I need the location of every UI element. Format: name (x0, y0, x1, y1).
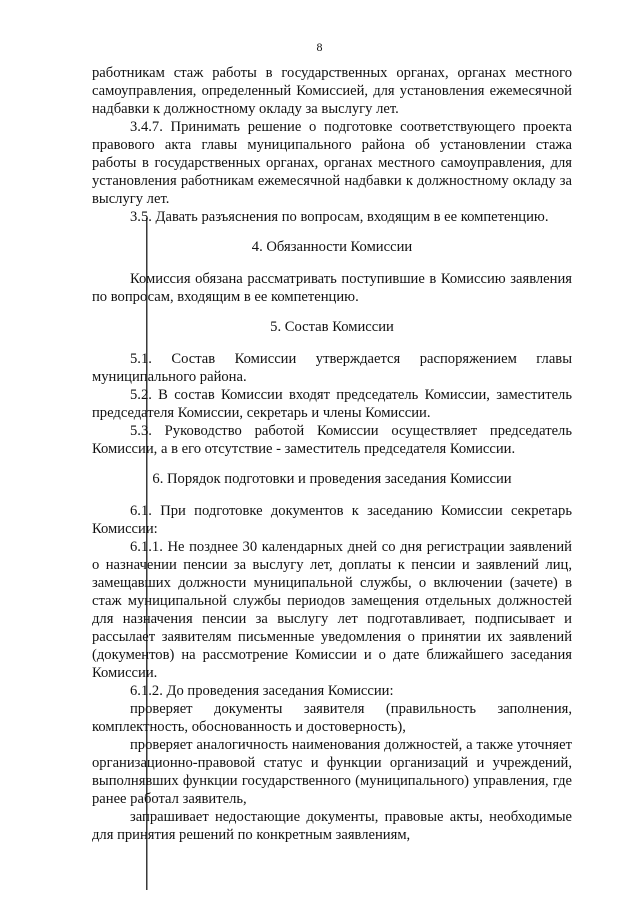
paragraph-4-body: Комиссия обязана рассматривать поступившие в Комиссию заявления по вопросам, входящим в ее компетенцию. (92, 271, 572, 305)
paragraph-3-5: 3.5. Давать разъяснения по вопросам, входящим в ее компетенцию. (130, 209, 549, 225)
paragraph-6-1-1: 6.1.1. Не позднее 30 календарных дней со дня регистрации заявлений о назначении пенсии за выслугу лет, доплаты к пенсии и заявлений лиц, замещавших должности муниципальной службы, о включении (зачете) в стаж муниципальной службы периодов замещения отдельных должностей для назначения пенсии за выслугу лет подготавливает, подписывает и рассылает заявителям письменные уведомления о принятии их заявлений (документов) на рассмотрение Комиссии и о дате ближайшего заседания Комиссии. (92, 539, 572, 681)
paragraph-check-documents: проверяет документы заявителя (правильность заполнения, комплектность, обоснованность и достоверность), (92, 701, 572, 735)
paragraph-6-1: 6.1. При подготовке документов к заседанию Комиссии секретарь Комиссии: (92, 503, 572, 537)
paragraph-6-1-2: 6.1.2. До проведения заседания Комиссии: (130, 683, 394, 699)
paragraph-continuation: работникам стаж работы в государственных органах, органах местного самоуправления, определенный Комиссией, для установления ежемесячной надбавки к должностному окладу за выслугу лет. (92, 65, 572, 117)
section-5-heading: 5. Состав Комиссии (270, 319, 394, 335)
section-6-heading: 6. Порядок подготовки и проведения заседания Комиссии (152, 471, 512, 487)
paragraph-5-1: 5.1. Состав Комиссии утверждается распоряжением главы муниципального района. (92, 351, 572, 385)
section-4-heading: 4. Обязанности Комиссии (251, 239, 413, 255)
paragraph-5-2: 5.2. В состав Комиссии входят председатель Комиссии, заместитель председателя Комиссии, секретарь и члены Комиссии. (92, 387, 572, 421)
paragraph-3-4-7: 3.4.7. Принимать решение о подготовке соответствующего проекта правового акта главы муниципального района об установлении стажа работы в государственных органах, органах местного самоуправления, для установления работникам ежемесячной надбавки к должностному окладу за выслугу лет. (92, 119, 572, 207)
paragraph-request-documents: запрашивает недостающие документы, правовые акты, необходимые для принятия решений по конкретным заявлениям, (92, 809, 572, 843)
page-number: 8 (316, 40, 323, 54)
document-body (92, 64, 572, 844)
paragraph-check-positions: проверяет аналогичность наименования должностей, а также уточняет организационно-правовой статус и функции организаций и учреждений, выполнявших функции государственного (муниципального) управления, где ранее работал заявитель, (92, 737, 572, 807)
paragraph-5-3: 5.3. Руководство работой Комиссии осуществляет председатель Комиссии, а в его отсутствие - заместитель председателя Комиссии. (92, 423, 572, 457)
